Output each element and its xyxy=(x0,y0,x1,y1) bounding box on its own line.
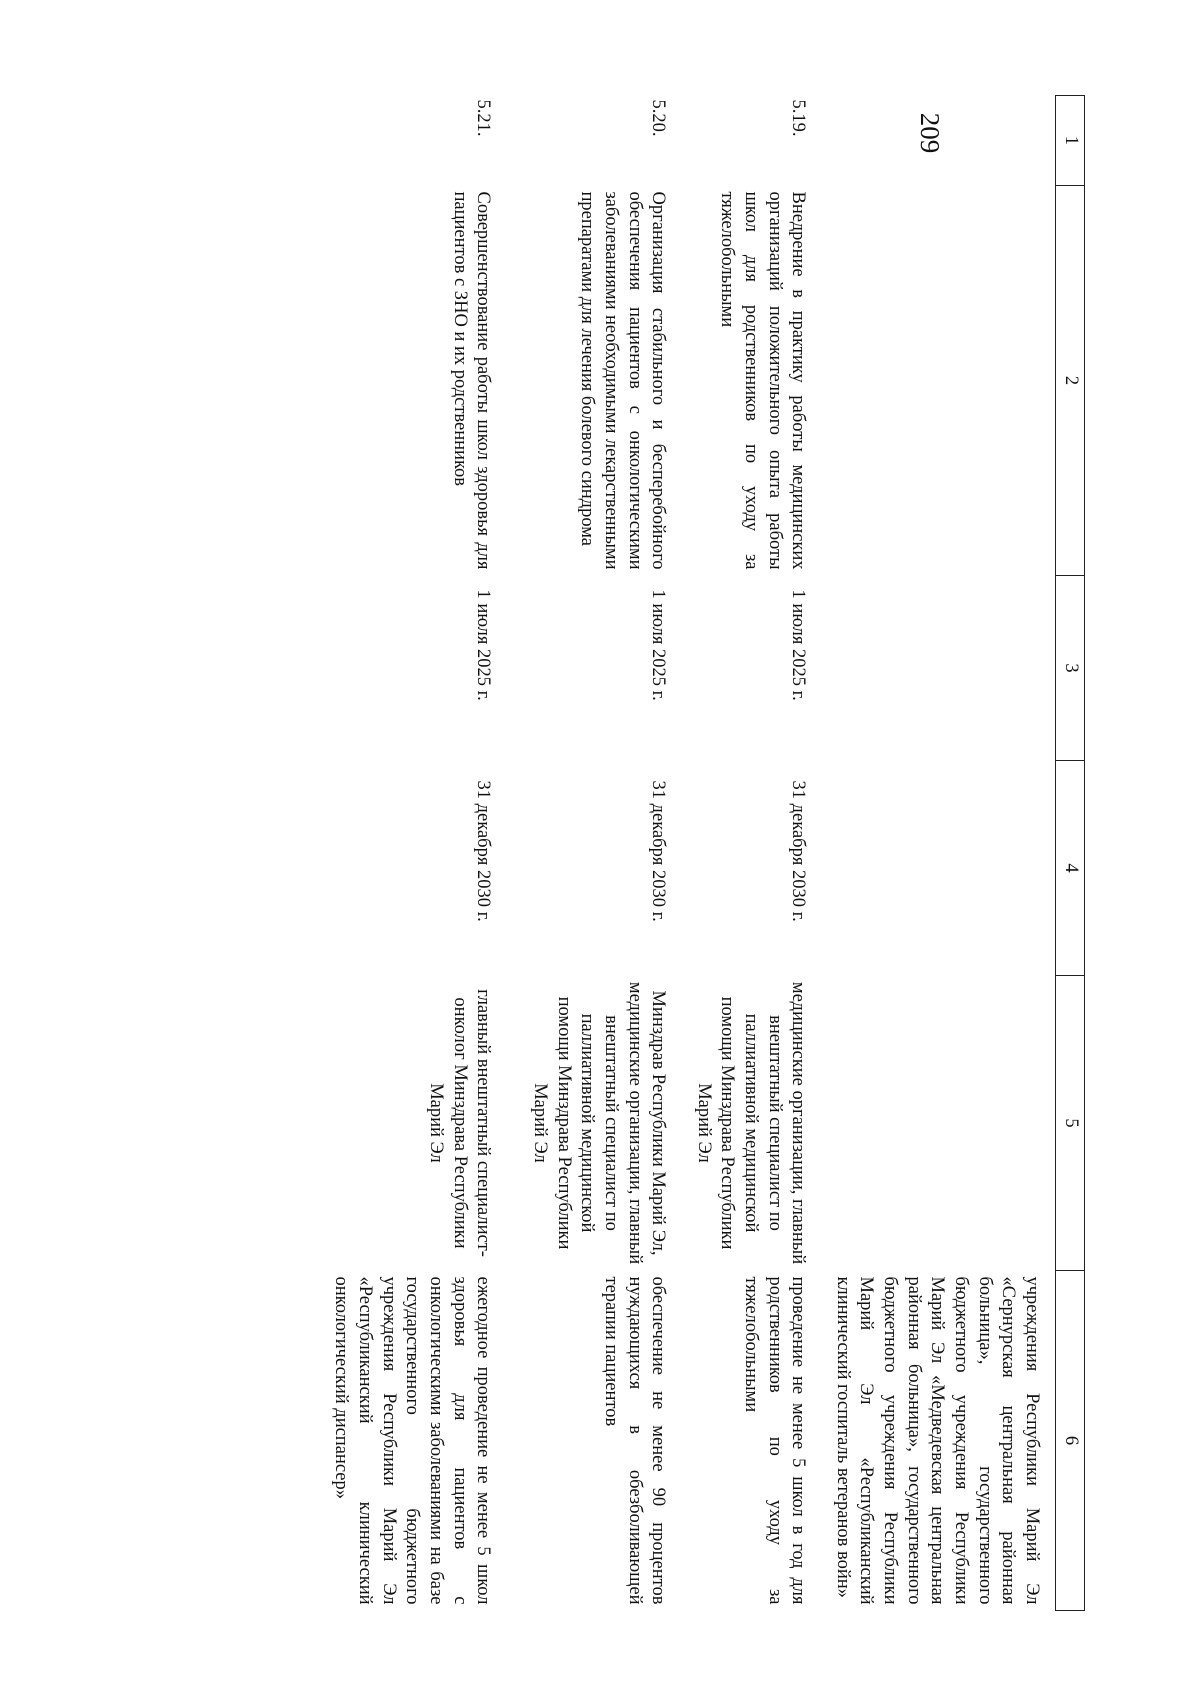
measure-cell: Организация стабильного и бесперебойного обеспечения пациентов с онкологическими заболеваниями необходимыми лекарственными препаратами для лечения болевого синдрома xyxy=(577,191,669,570)
responsible-cell: главный внештатный специалист-онколог Минздрава Республики Марий Эл xyxy=(426,989,494,1257)
header-cell-3: 3 xyxy=(1056,576,1085,761)
header-cell-5: 5 xyxy=(1056,976,1085,1271)
row-number: 5.20. xyxy=(648,99,669,137)
header-cell-4: 4 xyxy=(1056,761,1085,976)
rotated-table-container xyxy=(230,95,1085,1610)
end-date-cell: 31 декабря 2030 г. xyxy=(788,780,809,922)
measures-table xyxy=(329,95,1085,1611)
table-row xyxy=(513,96,688,1611)
row-number: 5.21. xyxy=(473,99,494,137)
result-cell: проведение не менее 5 школ в год для родственников по уходу за тяжелобольными xyxy=(741,1276,809,1605)
measure-cell: Совершенствование работы школ здоровья для пациентов с ЗНО и их родственников xyxy=(449,191,494,570)
result-cell: обеспечение не менее 90 процентов нуждающихся в обезболивающей терапии пациентов xyxy=(601,1276,669,1605)
table-row-continuation xyxy=(828,96,1056,1611)
start-date-cell: 1 июля 2025 г. xyxy=(648,589,669,701)
table-header-row xyxy=(1056,96,1085,1611)
row-number: 5.19. xyxy=(788,99,809,137)
end-date-cell: 31 декабря 2030 г. xyxy=(648,780,669,922)
header-cell-1: 1 xyxy=(1056,96,1085,186)
table-row xyxy=(329,96,513,1611)
responsible-cell: Минздрав Республики Марий Эл, медицинские организации, главный внештатный специалист по паллиативной медицинской помощи Минздрава Республики Марий Эл xyxy=(530,981,669,1265)
table-row xyxy=(688,96,828,1611)
page-number: 209 xyxy=(915,112,945,154)
header-cell-2: 2 xyxy=(1056,186,1085,576)
start-date-cell: 1 июля 2025 г. xyxy=(473,589,494,701)
start-date-cell: 1 июля 2025 г. xyxy=(788,589,809,701)
measure-cell: Внедрение в практику работы медицинских организаций положительного опыта работы школ для родственников по уходу за тяжелобольными xyxy=(717,191,809,570)
end-date-cell: 31 декабря 2030 г. xyxy=(473,780,494,922)
continuation-result-cell: учреждения Республики Марий Эл «Сернурская центральная районная больница», государственного бюджетного учреждения Республики Марий Эл «Медведевская центральная районная больница», государственного бюджетного учреждения Республики Марий Эл «Республиканский клинический госпиталь ветеранов войн» xyxy=(832,1276,1042,1605)
result-cell: ежегодное проведение не менее 5 школ здоровья для пациентов с онкологическими заболеваниями на базе государственного бюджетного учреждения Республики Марий Эл «Республиканский клинический онкологический диспансер» xyxy=(331,1276,494,1605)
responsible-cell: медицинские организации, главный внештатный специалист по паллиативной медицинской помощи Минздрава Республики Марий Эл xyxy=(693,981,809,1265)
header-cell-6: 6 xyxy=(1056,1271,1085,1611)
